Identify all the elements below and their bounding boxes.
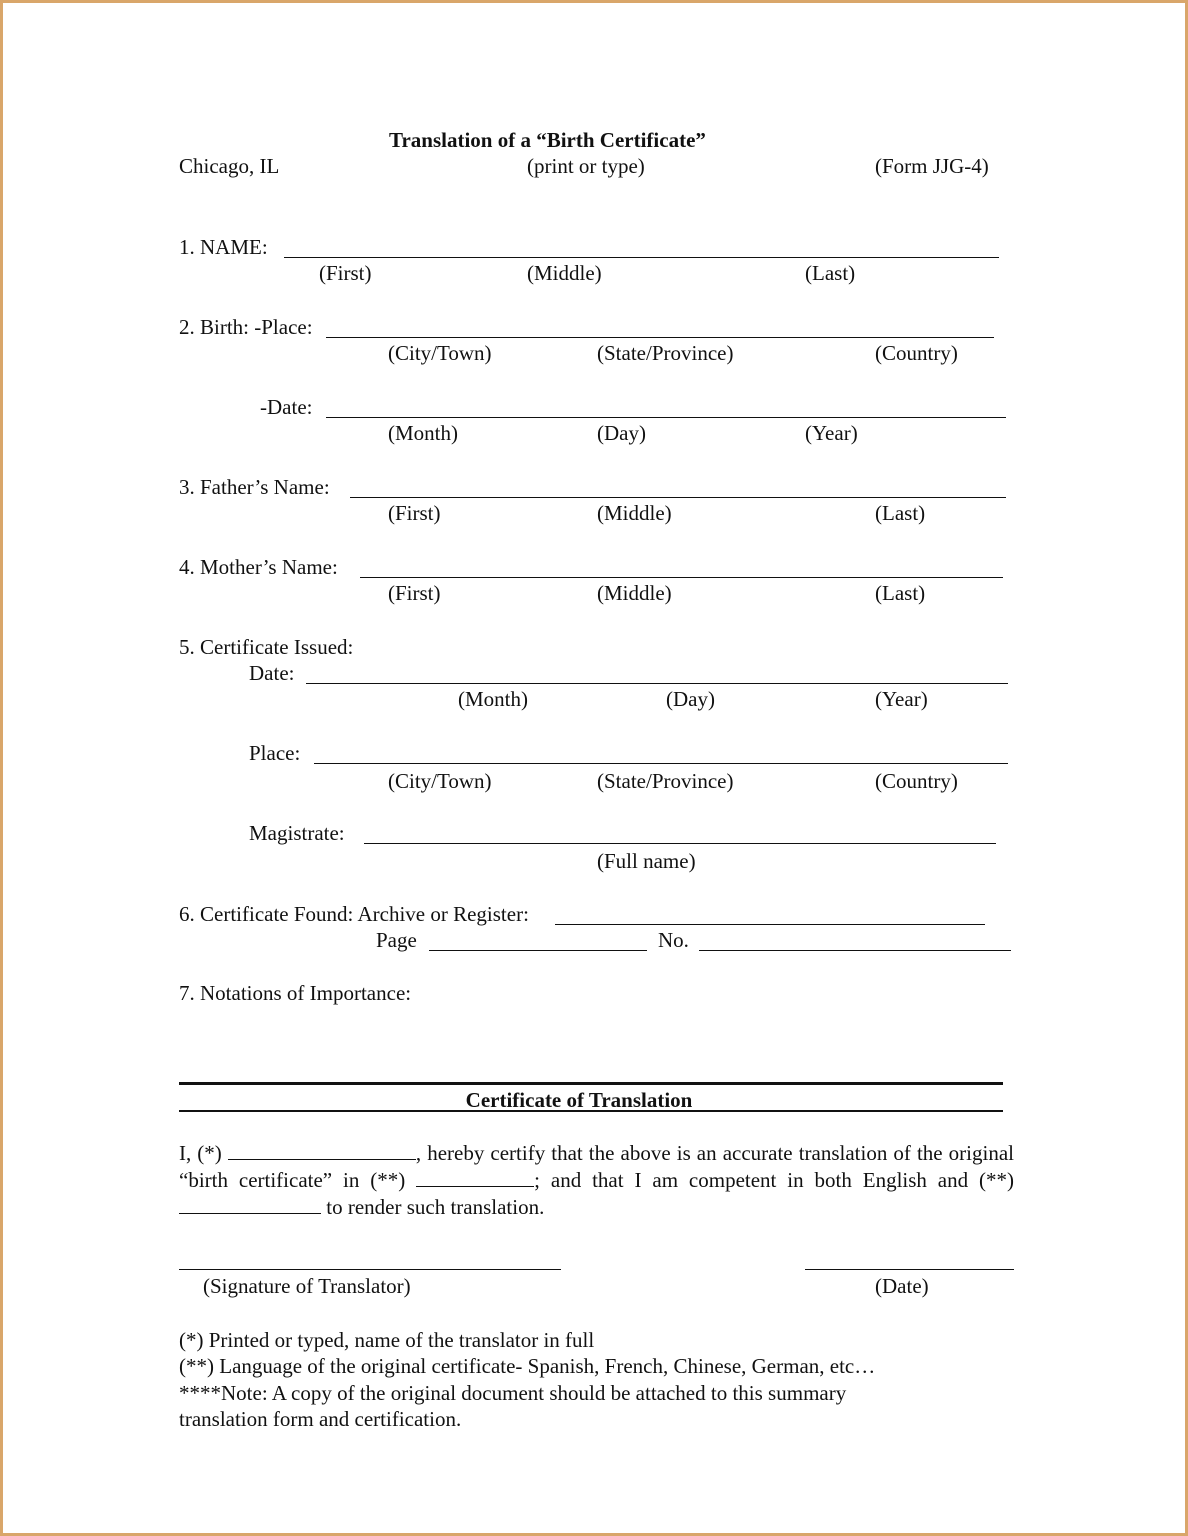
form-title: Translation of a “Birth Certificate” xyxy=(389,128,706,152)
birth-year-caption: (Year) xyxy=(805,421,858,445)
magistrate-field[interactable] xyxy=(364,843,996,844)
certificate-heading: Certificate of Translation xyxy=(465,1088,693,1112)
name-field[interactable] xyxy=(284,257,999,258)
heading-underline xyxy=(179,1110,1003,1112)
issued-month-caption: (Month) xyxy=(458,687,528,711)
footnote-note-continued: translation form and certification. xyxy=(179,1407,462,1431)
father-last-caption: (Last) xyxy=(875,501,926,525)
certificate-found-label: 6. Certificate Found: Archive or Register: xyxy=(179,902,529,926)
form-id: (Form JJG-4) xyxy=(875,154,989,178)
birth-place-field[interactable] xyxy=(326,337,994,338)
magistrate-label: Magistrate: xyxy=(249,821,345,845)
number-field[interactable] xyxy=(699,950,1011,951)
section-divider xyxy=(179,1082,1003,1085)
certification-text-4: to render such translation. xyxy=(326,1195,545,1219)
signature-field[interactable] xyxy=(179,1269,561,1270)
translator-name-field[interactable] xyxy=(228,1143,416,1160)
birth-day-caption: (Day) xyxy=(597,421,646,445)
mother-middle-caption: (Middle) xyxy=(597,581,672,605)
issued-place-label: Place: xyxy=(249,741,301,765)
father-name-label: 3. Father’s Name: xyxy=(179,475,330,499)
footnote-note: ****Note: A copy of the original document should be attached to this summary xyxy=(179,1381,847,1405)
date-signed-field[interactable] xyxy=(805,1269,1014,1270)
birth-date-field[interactable] xyxy=(326,417,1006,418)
issued-date-field[interactable] xyxy=(306,683,1008,684)
mother-name-label: 4. Mother’s Name: xyxy=(179,555,338,579)
birth-date-label: -Date: xyxy=(260,395,313,419)
page-field[interactable] xyxy=(429,950,647,951)
notations-label: 7. Notations of Importance: xyxy=(179,981,412,1005)
location: Chicago, IL xyxy=(179,154,280,178)
issued-year-caption: (Year) xyxy=(875,687,928,711)
issued-place-field[interactable] xyxy=(314,763,1008,764)
mother-first-caption: (First) xyxy=(388,581,441,605)
issued-day-caption: (Day) xyxy=(666,687,715,711)
magistrate-full-name-caption: (Full name) xyxy=(597,849,696,873)
birth-place-label: 2. Birth: -Place: xyxy=(179,315,313,339)
birth-state-caption: (State/Province) xyxy=(597,341,734,365)
certificate-issued-label: 5. Certificate Issued: xyxy=(179,635,354,659)
birth-city-caption: (City/Town) xyxy=(388,341,492,365)
notations-field[interactable] xyxy=(179,1011,1003,1075)
date-caption: (Date) xyxy=(875,1274,929,1298)
name-first-caption: (First) xyxy=(319,261,372,285)
certification-text-1: I, (*) xyxy=(179,1141,222,1165)
number-label: No. xyxy=(658,928,689,952)
father-name-field[interactable] xyxy=(350,497,1006,498)
signature-caption: (Signature of Translator) xyxy=(203,1274,411,1298)
archive-register-field[interactable] xyxy=(555,924,985,925)
certification-text-2: , hereby certify that the above is an accurate translation of the original “birth certificate” in (**) xyxy=(179,1141,1015,1192)
issued-state-caption: (State/Province) xyxy=(597,769,734,793)
mother-name-field[interactable] xyxy=(360,577,1003,578)
original-language-field[interactable] xyxy=(416,1170,534,1187)
name-last-caption: (Last) xyxy=(805,261,856,285)
name-label: 1. NAME: xyxy=(179,235,268,259)
certification-paragraph xyxy=(179,1140,1014,1221)
father-middle-caption: (Middle) xyxy=(597,501,672,525)
print-instruction: (print or type) xyxy=(527,154,645,178)
birth-month-caption: (Month) xyxy=(388,421,458,445)
mother-last-caption: (Last) xyxy=(875,581,926,605)
issued-city-caption: (City/Town) xyxy=(388,769,492,793)
birth-country-caption: (Country) xyxy=(875,341,958,365)
name-middle-caption: (Middle) xyxy=(527,261,602,285)
footnote-language: (**) Language of the original certificate- Spanish, French, Chinese, German, etc… xyxy=(179,1354,876,1378)
page-label: Page xyxy=(376,928,417,952)
issued-country-caption: (Country) xyxy=(875,769,958,793)
certification-text-3: ; and that I am competent in both English and (**) xyxy=(534,1168,1015,1192)
footnote-translator-name: (*) Printed or typed, name of the translator in full xyxy=(179,1328,595,1352)
second-language-field[interactable] xyxy=(179,1197,321,1214)
issued-date-label: Date: xyxy=(249,661,295,685)
father-first-caption: (First) xyxy=(388,501,441,525)
